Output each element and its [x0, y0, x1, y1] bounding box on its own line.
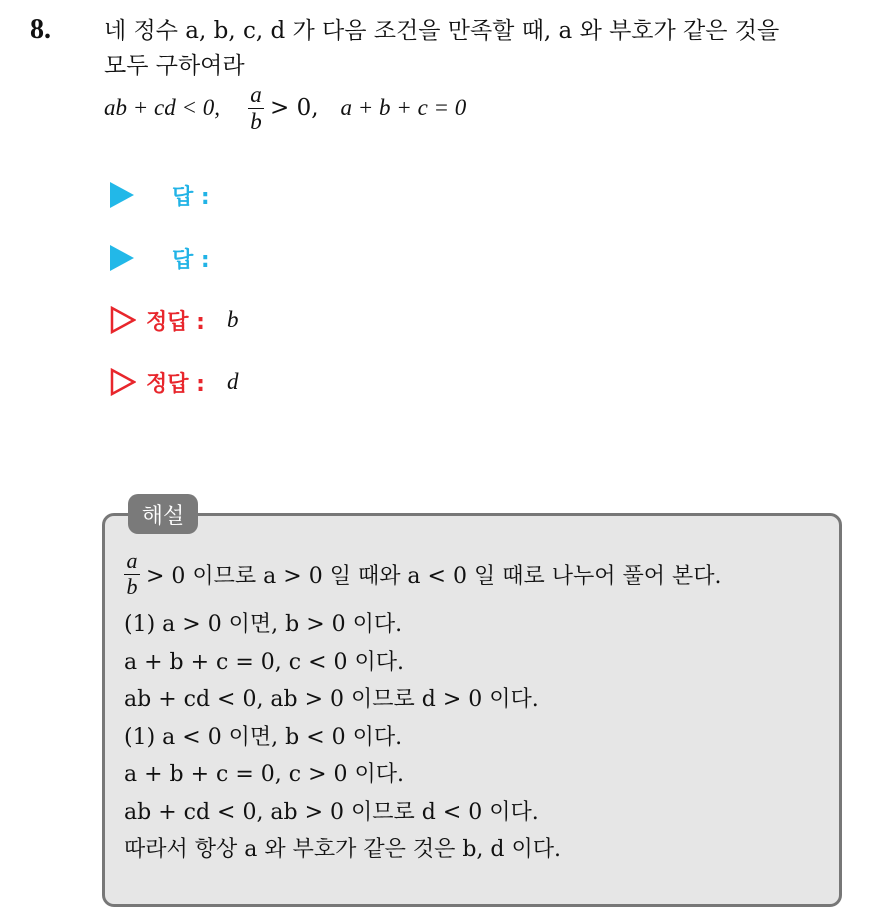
- correct-answer-row-2: [110, 364, 238, 400]
- condition-fraction-denominator: b: [250, 108, 262, 134]
- solution-line: a + b + c = 0, c > 0 이다.: [124, 762, 404, 787]
- answer-label: 답 :: [172, 247, 210, 273]
- correct-answer-value: d: [226, 369, 239, 394]
- solution-body: [124, 542, 834, 869]
- question-text: [104, 14, 874, 84]
- question-text-line-2: 모두 구하여라: [104, 53, 245, 79]
- solution-first-line-text: > 0 이므로 a > 0 일 때와 a < 0 일 때로 나누어 풀어 본다.: [146, 563, 722, 589]
- condition-fraction: [248, 82, 264, 134]
- condition-fraction-numerator: a: [250, 82, 262, 108]
- answer-label: 답 :: [172, 184, 210, 210]
- play-triangle-icon: [110, 245, 134, 271]
- outline-triangle-icon: [110, 368, 136, 396]
- condition-middle: > 0,: [270, 95, 319, 121]
- correct-answer-row-1: [110, 302, 238, 338]
- condition-left: ab + cd < 0,: [104, 95, 220, 120]
- solution-line: a + b + c = 0, c < 0 이다.: [124, 649, 404, 675]
- correct-answer-label: 정답 :: [146, 371, 205, 397]
- solution-first-line: [124, 542, 834, 606]
- solution-line: (1) a > 0 이면, b > 0 이다.: [124, 612, 403, 637]
- question-conditions: [104, 78, 466, 138]
- correct-answer-label: 정답 :: [146, 309, 205, 335]
- solution-line: ab + cd < 0, ab > 0 이므로 d < 0 이다.: [124, 799, 539, 825]
- solution-line: ab + cd < 0, ab > 0 이므로 d > 0 이다.: [124, 687, 539, 712]
- correct-answer-value: b: [226, 307, 239, 332]
- outline-triangle-icon: [110, 306, 136, 334]
- solution-fraction: [124, 549, 140, 598]
- answer-row-1: [110, 177, 210, 213]
- answer-row-2: [110, 240, 210, 276]
- solution-line: 따라서 항상 a 와 부호가 같은 것은 b, d 이다.: [124, 837, 561, 862]
- question-number: 8.: [30, 14, 51, 45]
- question-text-line-1: 네 정수 a, b, c, d 가 다음 조건을 만족할 때, a 와 부호가 같은 것을: [104, 18, 780, 44]
- play-triangle-icon: [110, 182, 134, 208]
- solution-fraction-numerator: a: [126, 548, 138, 574]
- solution-tab: 해설: [128, 494, 198, 534]
- solution-line: (1) a < 0 이면, b < 0 이다.: [124, 724, 403, 750]
- condition-right: a + b + c = 0: [340, 95, 467, 120]
- solution-fraction-denominator: b: [126, 573, 138, 599]
